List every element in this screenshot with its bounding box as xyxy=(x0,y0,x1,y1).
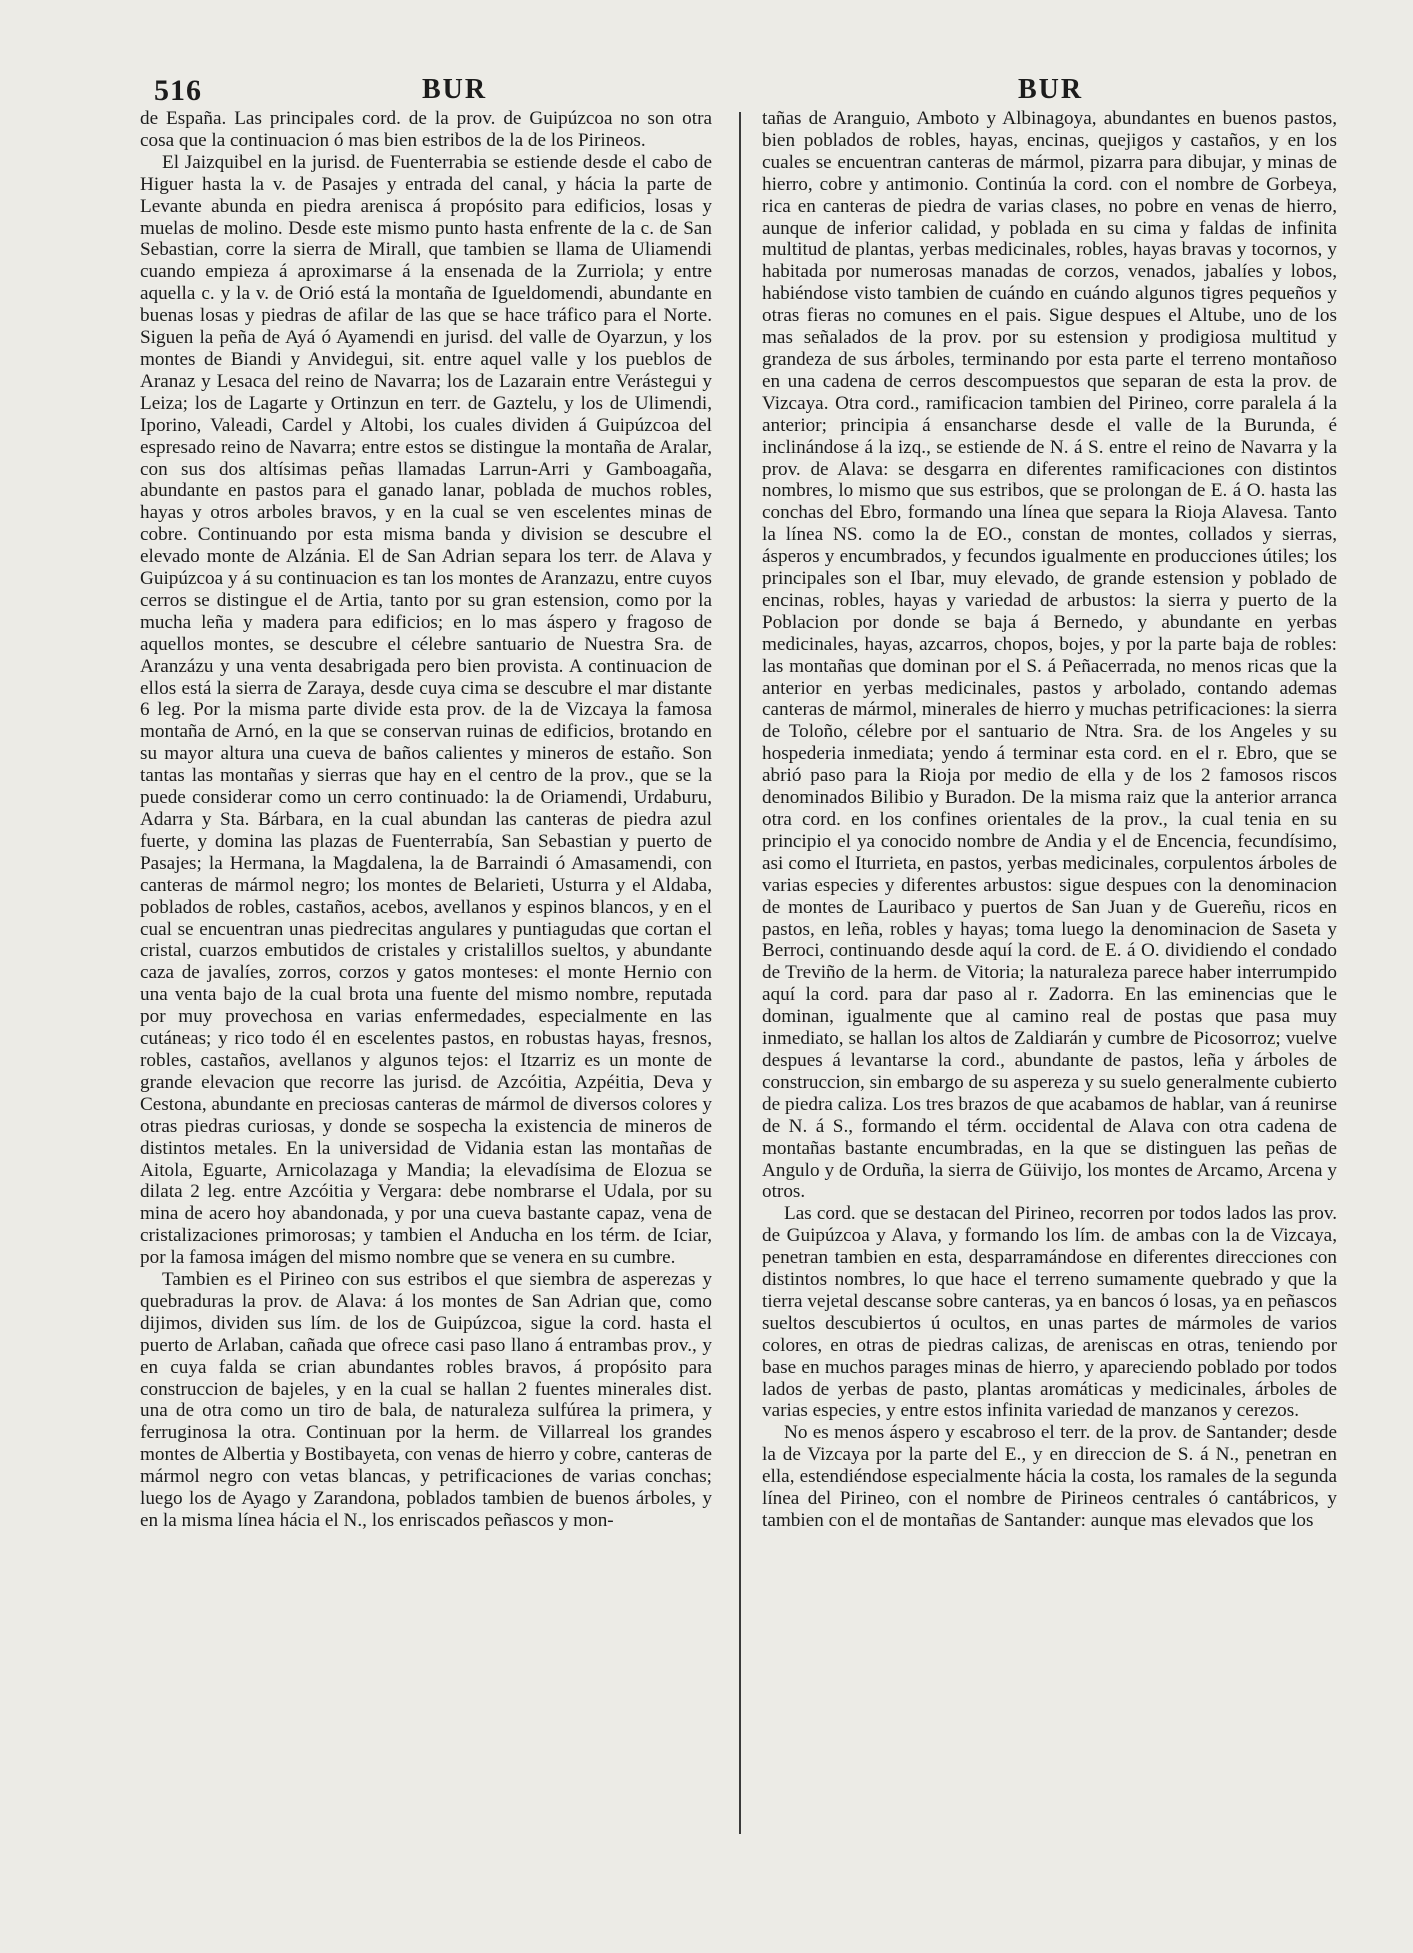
right-column xyxy=(762,108,1337,1532)
page-number: 516 xyxy=(154,74,202,107)
running-head-left: BUR xyxy=(422,74,488,105)
paragraph: No es menos áspero y escabroso el terr. de la prov. de Santander; desde la de Vizcaya por la parte del E., y en direccion de S. á N., penetran en ella, estendiéndose especialmente hácia la costa, los ramales de la segunda línea del Pirineo, con el nombre de Pirineos centrales ó cantábricos, y tambien con el de montañas de Santander: aunque mas elevados que los xyxy=(762,1422,1337,1531)
column-divider xyxy=(739,112,741,1834)
paragraph: tañas de Aranguio, Amboto y Albinagoya, abundantes en buenos pastos, bien poblados de robles, hayas, encinas, quejigos y castaños, y en los cuales se encuentran canteras de mármol, pizarra para dibujar, y minas de hierro, cobre y antimonio. Continúa la cord. con el nombre de Gorbeya, rica en canteras de piedra de varias clases, no pobre en venas de hierro, aunque de inferior calidad, y poblada en su cima y faldas de infinita multitud de plantas, yerbas medicinales, robles, hayas bravas y tocornos, y habitada por numerosas manadas de corzos, venados, jabalíes y lobos, habiéndose visto tambien de cuándo en cuándo algunos tigres pequeños y otras fieras no comunes en el pais. Sigue despues el Altube, uno de los mas señalados de la prov. por su estension y prodigiosa multitud y grandeza de sus árboles, terminando por esta parte el terreno montañoso en una cadena de cerros descompuestos que separan de esta la prov. de Vizcaya. Otra cord., ramificacion tambien del Pirineo, corre paralela á la anterior; principia á ensancharse desde el valle de la Burunda, é inclinándose á la izq., se estiende de N. á S. entre el reino de Navarra y la prov. de Alava: se desgarra en diferentes ramificaciones con distintos nombres, lo mismo que sus estribos, que se prolongan de E. á O. hasta las conchas del Ebro, formando una línea que separa la Rioja Alavesa. Tanto la línea NS. como la de EO., constan de montes, collados y sierras, ásperos y encumbrados, y fecundos igualmente en producciones útiles; los principales son el Ibar, muy elevado, de grande estension y poblado de encinas, robles, hayas y variedad de arbustos: la sierra y puerto de la Poblacion por donde se baja á Bernedo, y abundante en yerbas medicinales, hayas, azcarros, chopos, bojes, y por la parte baja de robles: las montañas que dominan por el S. á Peñacerrada, no menos ricas que la anterior en yerbas medicinales, pastos y arbolado, contando ademas canteras de mármol, minerales de hierro y muchas petrificaciones: la sierra de Toloño, célebre por el santuario de Ntra. Sra. de los Angeles y su hospederia inmediata; yendo á terminar esta cord. en el r. Ebro, que se abrió paso para la Rioja por medio de ella y de los 2 famosos riscos denominados Bilibio y Buradon. De la misma raiz que la anterior arranca otra cord. en los confines orientales de la prov., la cual tenia en su principio el ya conocido nombre de Andia y el de Encencia, fecundísimo, asi como el Iturrieta, en pastos, yerbas medicinales, corpulentos árboles de varias especies y diferentes arbustos: sigue despues con la denominacion de montes de Lauribaco y puertos de San Juan y de Guereñu, ricos en pastos, en leña, robles y hayas; toma luego la denominacion de Saseta y Berroci, continuando desde aquí la cord. de E. á O. dividiendo el condado de Treviño de la herm. de Vitoria; la naturaleza parece haber interrumpido aquí la cord. para dar paso al r. Zadorra. En las eminencias que le dominan, igualmente que al camino real de postas que pasa muy inmediato, se hallan los altos de Zaldiarán y cumbre de Picosorroz; vuelve despues á levantarse la cord., abundante de pastos, leña y árboles de construccion, sin embargo de su aspereza y su suelo generalmente cubierto de piedra caliza. Los tres brazos de que acabamos de hablar, van á reunirse de N. á S., formando el térm. occidental de Alava con otra cadena de montañas bastante encumbradas, en la que se distinguen las peñas de Angulo y de Orduña, la sierra de Güivijo, los montes de Arcamo, Arcena y otros. xyxy=(762,108,1337,1203)
paragraph: Tambien es el Pirineo con sus estribos el que siembra de asperezas y quebraduras la prov. de Alava: á los montes de San Adrian que, como dijimos, dividen sus lím. de los de Guipúzcoa, sigue la cord. hasta el puerto de Arlaban, cañada que ofrece casi paso llano á entrambas prov., y en cuya falda se crian abundantes robles bravos, á propósito para construccion de bajeles, y en la cual se hallan 2 fuentes minerales dist. una de otra como un tiro de bala, de naturaleza sulfúrea la primera, y ferruginosa la otra. Continuan por la herm. de Villarreal los grandes montes de Albertia y Bostibayeta, con venas de hierro y cobre, canteras de mármol negro con vetas blancas, y petrificaciones de varias conchas; luego los de Ayago y Zarandona, poblados tambien de buenos árboles, y en la misma línea hácia el N., los enriscados peñascos y mon- xyxy=(140,1269,712,1531)
left-column xyxy=(140,108,712,1532)
page-header xyxy=(130,74,1340,108)
paragraph: El Jaizquibel en la jurisd. de Fuenterrabia se estiende desde el cabo de Higuer hasta la v. de Pasajes y entrada del canal, y hácia la parte de Levante abunda en piedra arenisca á propósito para edificios, losas y muelas de molino. Desde este mismo punto hasta enfrente de la c. de San Sebastian, corre la sierra de Mirall, que tambien se llama de Uliamendi cuando empieza á aproximarse á la ensenada de la Zurriola; y entre aquella c. y la v. de Orió está la montaña de Igueldomendi, abundante en buenas losas y piedras de afilar de las que se hace tráfico para el Norte. Siguen la peña de Ayá ó Ayamendi en jurisd. del valle de Oyarzun, y los montes de Biandi y Anvidegui, sit. entre aquel valle y los pueblos de Aranaz y Lesaca del reino de Navarra; los de Lazarain entre Verástegui y Leiza; los de Lagarte y Ortinzun en terr. de Gaztelu, y los de Ulimendi, Iporino, Valeadi, Cardel y Altobi, los cuales dividen á Guipúzcoa del espresado reino de Navarra; entre estos se distingue la montaña de Aralar, con sus dos altísimas peñas llamadas Larrun-Arri y Gamboagaña, abundante en pastos para el ganado lanar, poblada de muchos robles, hayas y otros arboles bravos, y en la cual se ven escelentes minas de cobre. Continuando por esta misma banda y division se descubre el elevado monte de Alzánia. El de San Adrian separa los terr. de Alava y Guipúzcoa y á su continuacion es tan los montes de Aranzazu, entre cuyos cerros se distingue el de Artia, tanto por su gran estension, como por la mucha leña y madera para edificios; en lo mas áspero y fragoso de aquellos montes, se descubre el célebre santuario de Nuestra Sra. de Aranzázu y una venta desabrigada pero bien provista. A continuacion de ellos está la sierra de Zaraya, desde cuya cima se descubre el mar distante 6 leg. Por la misma parte divide esta prov. de la de Vizcaya la famosa montaña de Arnó, en la que se conservan ruinas de edificios, brotando en su mayor altura una cueva de baños calientes y mineros de estaño. Son tantas las montañas y sierras que hay en el centro de la prov., que se la puede considerar como un cerro continuado: la de Oriamendi, Urdaburu, Adarra y Sta. Bárbara, en la cual abundan las canteras de piedra azul fuerte, y domina las plazas de Fuenterrabía, San Sebastian y puerto de Pasajes; la Hermana, la Magdalena, la de Barraindi ó Amasamendi, con canteras de mármol negro; los montes de Belarieti, Usturra y el Aldaba, poblados de robles, castaños, acebos, avellanos y espinos blancos, y en el cual se encuentran unas piedrecitas angulares y puntiagudas que cortan el cristal, cuarzos embutidos de cristales y cristalillos sueltos, y abundante caza de javalíes, zorros, corzos y gatos monteses: el monte Hernio con una venta bajo de la cual brota una fuente del mismo nombre, reputada por muy provechosa en varias enfermedades, especialmente en las cutáneas; y rico todo él en escelentes pastos, en robustas hayas, fresnos, robles, castaños, avellanos y algunos tejos: el Itzarriz es un monte de grande elevacion que recorre las jurisd. de Azcóitia, Azpéitia, Deva y Cestona, abundante en preciosas canteras de mármol de diversos colores y otras piedras curiosas, y donde se sospecha la existencia de mineros de distintos metales. En la universidad de Vidania estan las montañas de Aitola, Eguarte, Arnicolazaga y Mandia; la elevadísima de Elozua se dilata 2 leg. entre Azcóitia y Vergara: debe nombrarse el Udala, por su mina de acero hoy abandonada, y por una cueva bastante capaz, vena de cristalizaciones primorosas; y tambien el Anducha en los térm. de Iciar, por la famosa imágen del mismo nombre que se venera en su cumbre. xyxy=(140,151,712,1269)
running-head-right: BUR xyxy=(1018,74,1084,105)
paragraph: de España. Las principales cord. de la prov. de Guipúzcoa no son otra cosa que la continuacion ó mas bien estribos de la de los Pirineos. xyxy=(140,108,712,151)
paragraph: Las cord. que se destacan del Pirineo, recorren por todos lados las prov. de Guipúzcoa y Alava, y formando los lím. de ambas con la de Vizcaya, penetran tambien en esta, desparramándose en diferentes direcciones con distintos nombres, lo que hace el terreno sumamente quebrado y que la tierra vejetal descanse sobre canteras, ya en bancos ó losas, ya en peñascos sueltos descubiertos ú ocultos, en unas partes de mármoles de varios colores, en otras de piedras calizas, de areniscas en otras, teniendo por base en muchos parages minas de hierro, y apareciendo poblado por todos lados de yerbas de pasto, plantas aromáticas y medicinales, árboles de varias especies, y entre estos infinita variedad de manzanos y cerezos. xyxy=(762,1203,1337,1422)
